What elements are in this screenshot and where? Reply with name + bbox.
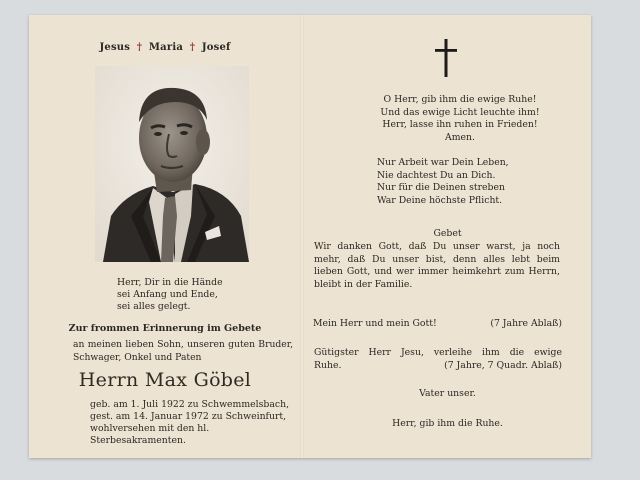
prayer-line: O Herr, gib ihm die ewige Ruhe! [383,94,537,105]
vater-unser: Vater unser. [419,388,476,399]
indulgence-note: (7 Jahre, 7 Quadr. Ablaß) [444,359,562,371]
header-jesus-maria-josef [29,42,301,53]
header-maria: Maria [148,42,184,53]
prayer-eternal-rest [360,94,560,145]
life-dates [90,399,300,447]
prayer-line: Herr, lasse ihn ruhen in Frieden! [382,119,538,131]
memorial-dedication: an meinen lieben Sohn, unseren guten Bruder, Schwager, Onkel und Paten [73,339,293,363]
indulgence-prayer-2 [314,347,562,372]
right-page [304,15,591,458]
small-cross-icon: † [136,42,143,53]
birth-line: geb. am 1. Juli 1922 zu Schwemmelsbach, [90,399,290,410]
closing-line: Herr, gib ihm die Ruhe. [392,418,503,429]
indulgence-note: (7 Jahre Ablaß) [490,318,562,329]
gebet-heading: Gebet [433,228,462,239]
indulgence-prayer-1 [313,318,562,331]
verse-line: Herr, Dir in die Hände [117,277,223,288]
header-josef: Josef [201,42,231,53]
deceased-name: Herrn Max Göbel [78,369,252,391]
poem [377,157,557,208]
verse-line: sei alles gelegt. [117,301,191,312]
small-cross-icon: † [189,42,196,53]
indulgence-text: Ruhe. [314,359,342,371]
gebet-text: Wir danken Gott, daß Du unser warst, ja noch mehr, daß Du unser bist, denn alles lebt beim lieben Gott, und wer immer heimkehrt zum Herrn, bleibt in der Familie. [314,241,560,291]
poem-line: Nur für die Deinen streben [377,182,505,194]
portrait-photo [95,66,249,262]
sacraments-line: wohlversehen mit den hl. Sterbesakramenten. [90,423,210,446]
short-verse [117,277,267,313]
indulgence-text: Gütigster Herr Jesu, verleihe ihm die ewige [314,347,562,358]
verse-line: sei Anfang und Ende, [117,289,218,300]
header-jesus: Jesus [99,42,131,53]
cross-icon [435,39,457,77]
poem-line: Nie dachtest Du an Dich. [377,169,496,181]
poem-line: War Deine höchste Pflicht. [377,195,503,207]
left-page [29,15,301,458]
poem-line: Nur Arbeit war Dein Leben, [377,157,509,168]
prayer-line: Amen. [445,132,475,144]
death-line: gest. am 14. Januar 1972 zu Schweinfurt, [90,411,287,422]
prayer-line: Und das ewige Licht leuchte ihm! [380,106,540,118]
memorial-title: Zur frommen Erinnerung im Gebete [68,323,262,334]
indulgence-row [314,360,562,373]
indulgence-text: Mein Herr und mein Gott! [313,318,437,329]
